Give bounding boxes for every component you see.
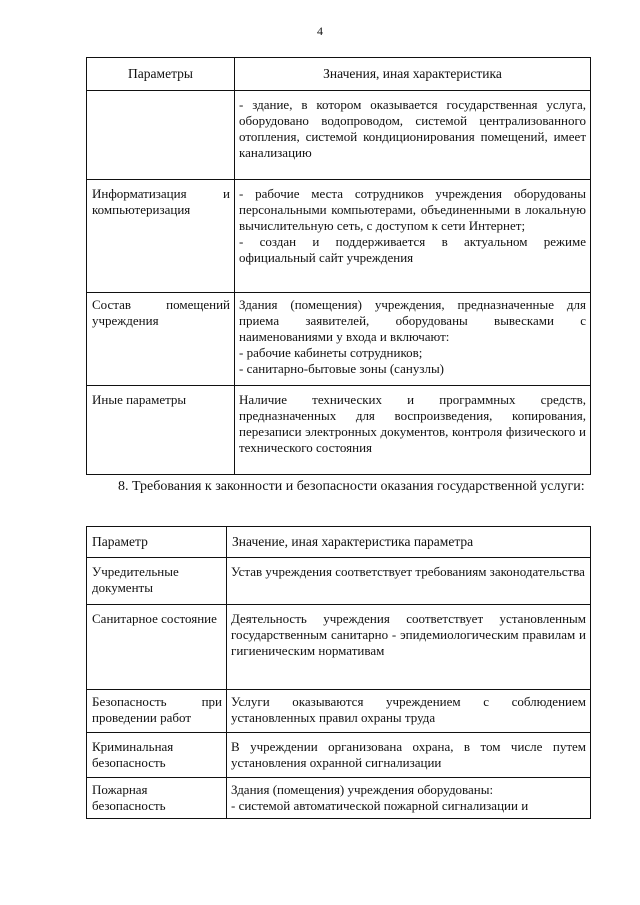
value-line: - здание, в котором оказывается государственная услуга, оборудовано водопроводом, системой централизованного отопления, системой кондиционирования помещений, имеет канализацию [239, 97, 586, 160]
row-parameter [87, 91, 235, 180]
row-value [235, 386, 591, 475]
column-header-value: Значение, иная характеристика параметра [227, 527, 591, 558]
row-parameter: Учредительные документы [87, 558, 227, 605]
column-header-parameter: Параметр [87, 527, 227, 558]
section-heading: 8. Требования к законности и безопасности оказания государственной услуги: [118, 479, 585, 494]
table-row [87, 180, 591, 293]
row-parameter: Криминальная безопасность [87, 733, 227, 778]
table-row [87, 733, 591, 778]
value-line: - создан и поддерживается в актуальном режиме официальный сайт учреждения [239, 234, 586, 265]
row-value [235, 91, 591, 180]
row-parameter: Информатизация и компьютеризация [87, 180, 235, 293]
value-line: - рабочие места сотрудников учреждения оборудованы персональными компьютерами, объединенными в локальную вычислительную сеть, с доступом к сети Интернет; [239, 186, 586, 233]
row-parameter: Безопасность при проведении работ [87, 690, 227, 733]
value-line: Наличие технических и программных средств, предназначенных для воспроизведения, копирования, перезаписи электронных документов, контроля физического и технического состояния [239, 392, 586, 455]
value-line: Устав учреждения соответствует требованиям законодательства [231, 564, 585, 579]
table-row [87, 91, 591, 180]
service-parameters-table [86, 57, 591, 475]
row-parameter: Пожарная безопасность [87, 778, 227, 819]
value-line: - санитарно-бытовые зоны (санузлы) [239, 361, 445, 376]
row-value [227, 558, 591, 605]
row-value [235, 293, 591, 386]
value-line: Деятельность учреждения соответствует установленным государственным санитарно - эпидемиологическим правилам и гигиеническим нормативам [231, 611, 586, 658]
row-parameter: Санитарное состояние [87, 605, 227, 690]
table-row [87, 386, 591, 475]
table-row [87, 778, 591, 819]
row-value [227, 778, 591, 819]
row-value [235, 180, 591, 293]
table-row [87, 558, 591, 605]
value-line: - рабочие кабинеты сотрудников; [239, 345, 423, 360]
table-header-row [87, 527, 591, 558]
value-line: Услуги оказываются учреждением с соблюдением установленных правил охраны труда [231, 694, 586, 725]
column-header-values: Значения, иная характеристика [235, 58, 591, 91]
value-line: Здания (помещения) учреждения, предназначенные для приема заявителей, оборудованы вывесками с наименованиями у входа и включают: [239, 297, 586, 344]
table-row [87, 690, 591, 733]
table-header-row [87, 58, 591, 91]
legality-safety-table [86, 526, 591, 819]
table-row [87, 605, 591, 690]
row-parameter: Иные параметры [87, 386, 235, 475]
row-value [227, 690, 591, 733]
page-number: 4 [317, 24, 323, 38]
row-value [227, 605, 591, 690]
value-line: В учреждении организована охрана, в том числе путем установления охранной сигнализации [231, 739, 586, 770]
value-line: Здания (помещения) учреждения оборудованы: [231, 782, 494, 797]
table-row [87, 293, 591, 386]
row-parameter: Состав помещений учреждения [87, 293, 235, 386]
value-line: - системой автоматической пожарной сигнализации и [231, 798, 529, 813]
column-header-parameters: Параметры [87, 58, 235, 91]
row-value [227, 733, 591, 778]
